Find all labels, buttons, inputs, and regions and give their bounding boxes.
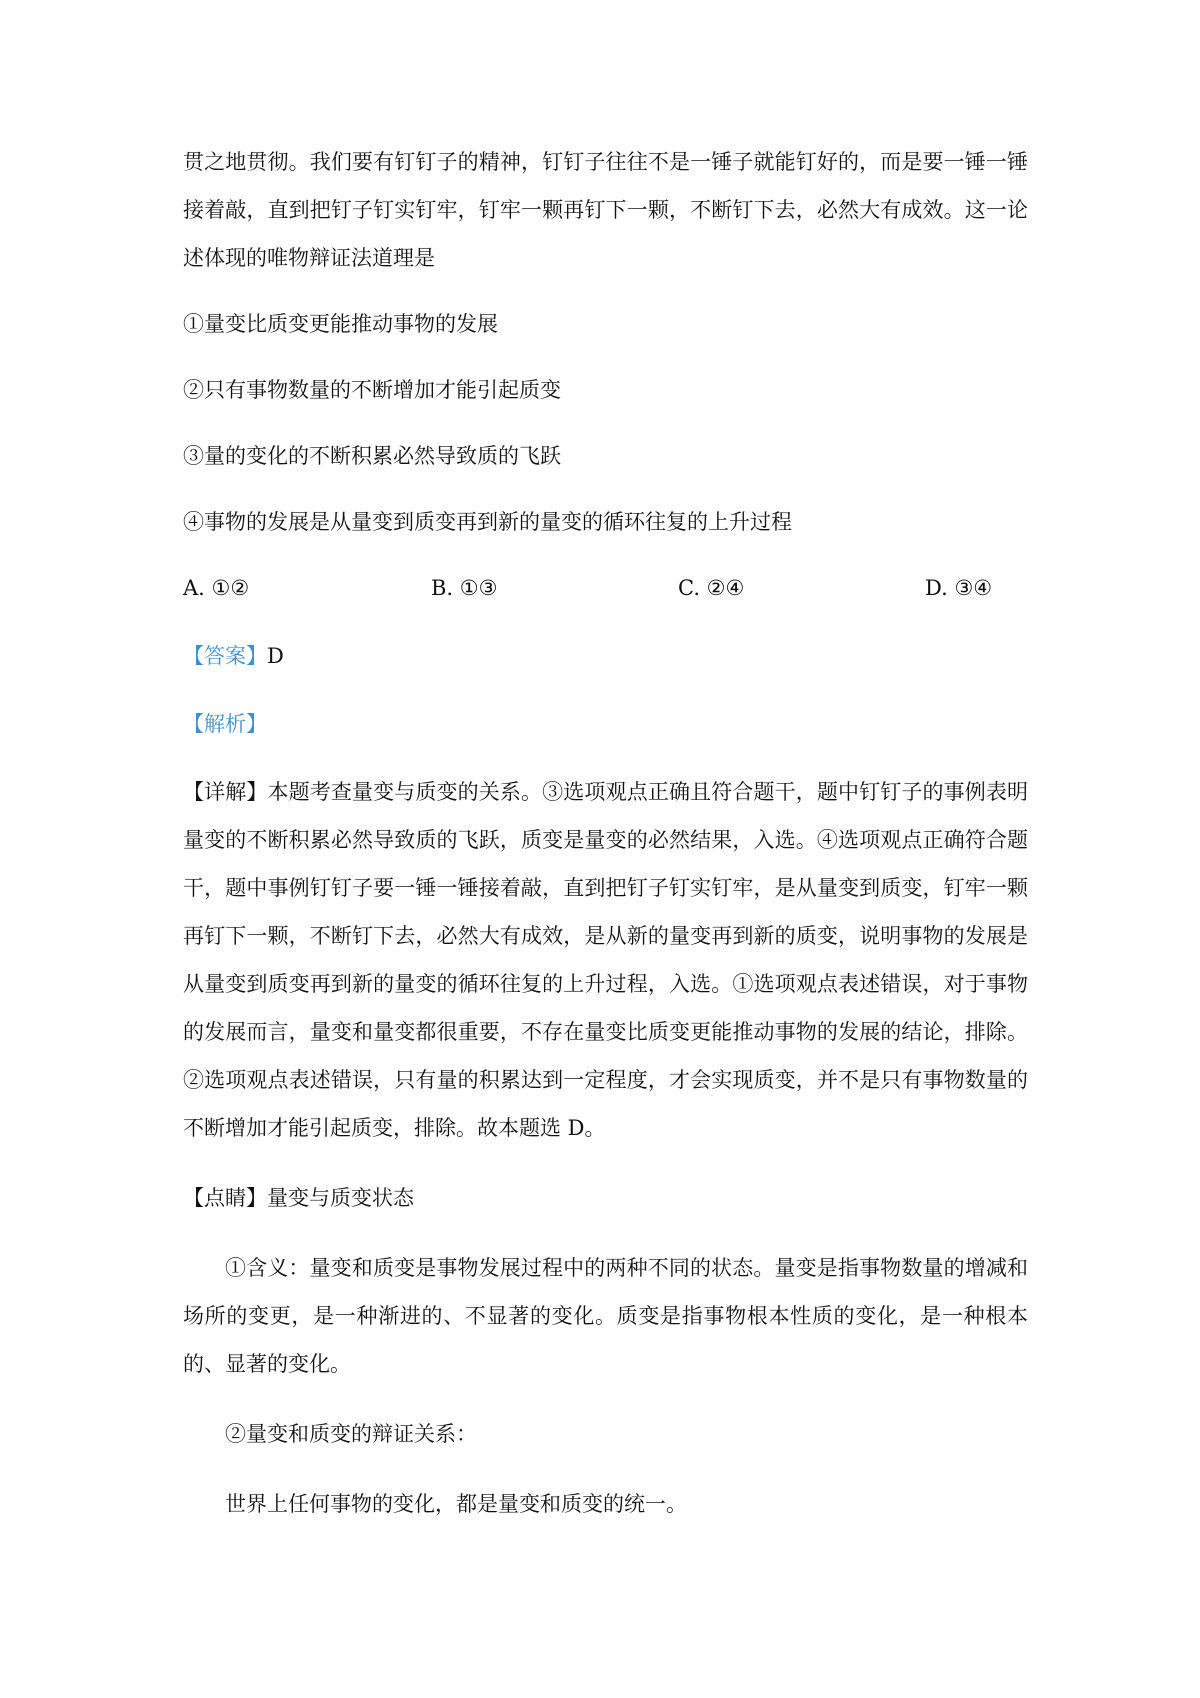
choice-c: C. ②④ (678, 576, 745, 600)
option-1: ①量变比质变更能推动事物的发展 (183, 312, 498, 336)
detail-paragraph (183, 768, 1028, 1152)
answer-value: D (267, 644, 284, 668)
option-2: ②只有事物数量的不断增加才能引起质变 (183, 378, 561, 402)
tip-heading (183, 1174, 1028, 1222)
tip-paragraph-3: 世界上任何事物的变化，都是量变和质变的统一。 (225, 1492, 687, 1516)
choice-d: D. ③④ (925, 576, 993, 600)
tip-paragraph-1: ①含义：量变和质变是事物发展过程中的两种不同的状态。量变是指事物数量的增减和场所的变更，是一种渐进的、不显著的变化。质变是指事物根本性质的变化，是一种根本的、显著的变化。 (183, 1256, 1028, 1376)
document-content (183, 138, 1028, 1528)
answer-choices (183, 564, 1028, 612)
choice-a: A. ①② (183, 576, 250, 600)
choice-b: B. ①③ (431, 576, 498, 600)
analysis-heading (183, 700, 1028, 748)
tip-tag: 【点睛】 (183, 1186, 267, 1210)
analysis-tag: 【解析】 (183, 712, 267, 736)
detail-text: 本题考查量变与质变的关系。③选项观点正确且符合题干，题中钉钉子的事例表明量变的不断积累必然导致质的飞跃，质变是量变的必然结果，入选。④选项观点正确符合题干，题中事例钉钉子要一锤一锤接着敲，直到把钉子钉实钉牢，是从量变到质变，钉牢一颗再钉下一颗，不断钉下去，必然大有成效，是从新的量变再到新的质变，说明事物的发展是从量变到质变再到新的量变的循环往复的上升过程，入选。①选项观点表述错误，对于事物的发展而言，量变和量变都很重要，不存在量变比质变更能推动事物的发展的结论，排除。②选项观点表述错误，只有量的积累达到一定程度，才会实现质变，并不是只有事物数量的不断增加才能引起质变，排除。故本题选 D。 (183, 780, 1028, 1140)
question-stem: 贯之地贯彻。我们要有钉钉子的精神，钉钉子往往不是一锤子就能钉好的，而是要一锤一锤接着敲，直到把钉子钉实钉牢，钉牢一颗再钉下一颗，不断钉下去，必然大有成效。这一论述体现的唯物辩证法道理是 (183, 150, 1028, 270)
detail-tag: 【详解】 (183, 780, 268, 804)
answer-line (183, 632, 1028, 680)
option-4: ④事物的发展是从量变到质变再到新的量变的循环往复的上升过程 (183, 510, 792, 534)
tip-paragraph-2: ②量变和质变的辩证关系： (225, 1422, 477, 1446)
option-3: ③量的变化的不断积累必然导致质的飞跃 (183, 444, 561, 468)
tip-title: 量变与质变状态 (267, 1186, 414, 1210)
answer-tag: 【答案】 (183, 644, 267, 668)
